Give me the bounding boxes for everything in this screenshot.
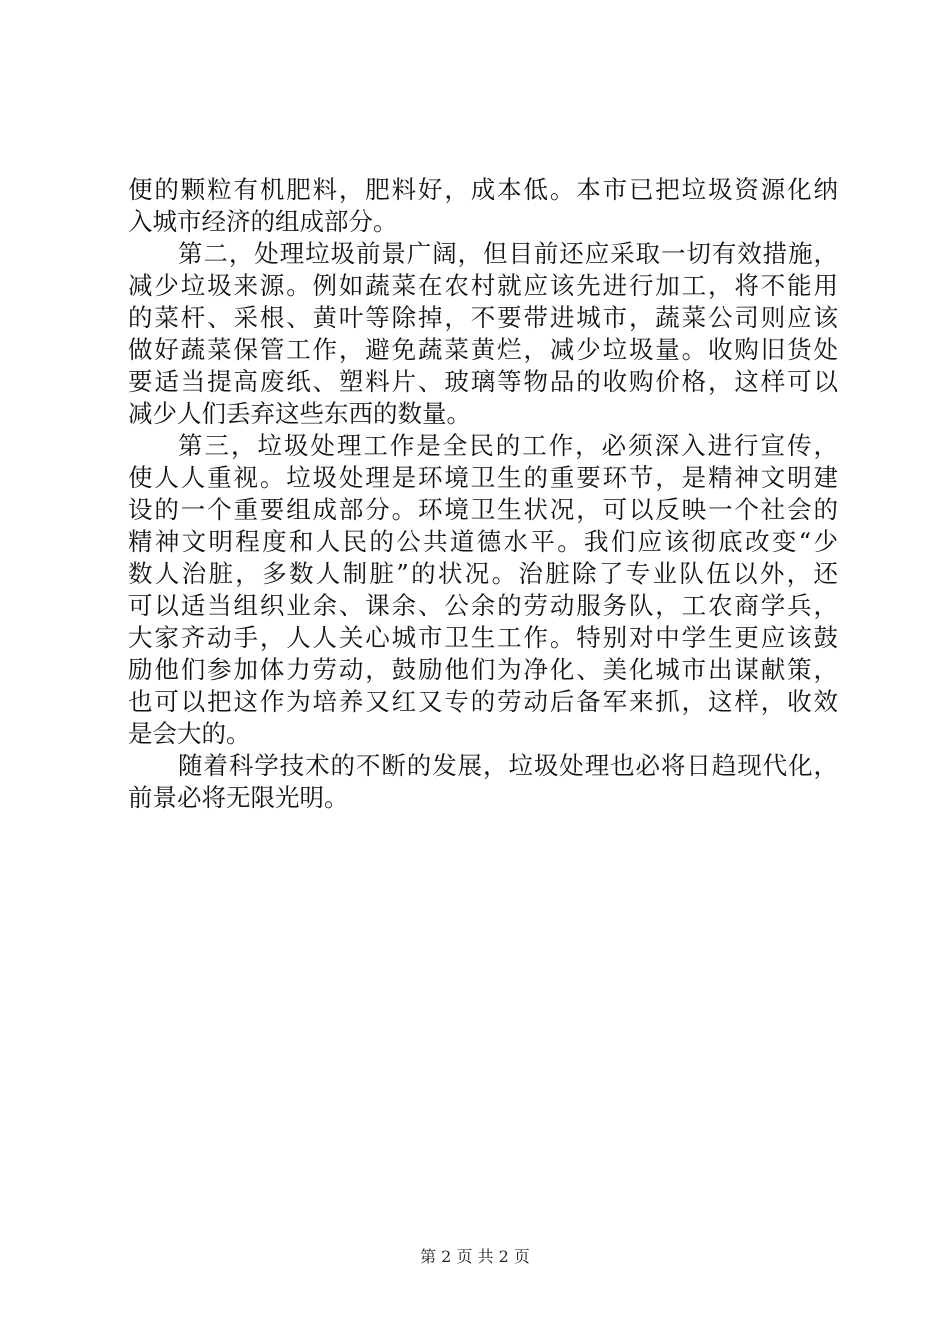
paragraph-1 bbox=[128, 174, 838, 238]
text-line: 入城市经济的组成部分。 bbox=[128, 207, 398, 236]
text-line: 要适当提高废纸、塑料片、玻璃等物品的收购价格，这样可以 bbox=[128, 367, 838, 396]
text-line: 第三，垃圾处理工作是全民的工作，必须深入进行宣传， bbox=[178, 431, 838, 460]
paragraph-4 bbox=[128, 750, 838, 814]
text-line: 数人治脏，多数人制脏”的状况。治脏除了专业队伍以外，还 bbox=[128, 559, 838, 588]
page-number-footer: 第 2 页 共 2 页 bbox=[420, 1247, 530, 1266]
text-line: 做好蔬菜保管工作，避免蔬菜黄烂，减少垃圾量。收购旧货处 bbox=[128, 335, 838, 364]
text-line: 是会大的。 bbox=[128, 719, 251, 748]
text-line: 的菜杆、采根、黄叶等除掉，不要带进城市，蔬菜公司则应该 bbox=[128, 303, 838, 332]
text-line: 精神文明程度和人民的公共道德水平。我们应该彻底改变“少 bbox=[128, 527, 838, 556]
text-line: 便的颗粒有机肥料，肥料好，成本低。本市已把垃圾资源化纳 bbox=[128, 175, 838, 204]
text-line: 励他们参加体力劳动，鼓励他们为净化、美化城市出谋献策， bbox=[128, 655, 838, 684]
document-body bbox=[128, 174, 838, 814]
text-line: 减少人们丢弃这些东西的数量。 bbox=[128, 399, 471, 428]
text-line: 前景必将无限光明。 bbox=[128, 783, 349, 812]
text-line: 设的一个重要组成部分。环境卫生状况，可以反映一个社会的 bbox=[128, 495, 838, 524]
text-line: 减少垃圾来源。例如蔬菜在农村就应该先进行加工，将不能用 bbox=[128, 271, 838, 300]
text-line: 也可以把这作为培养又红又专的劳动后备军来抓，这样，收效 bbox=[128, 687, 838, 716]
text-line: 第二，处理垃圾前景广阔，但目前还应采取一切有效措施， bbox=[178, 239, 838, 268]
paragraph-2 bbox=[128, 238, 838, 430]
text-line: 可以适当组织业余、课余、公余的劳动服务队，工农商学兵， bbox=[128, 591, 838, 620]
paragraph-3 bbox=[128, 430, 838, 750]
text-line: 大家齐动手，人人关心城市卫生工作。特别对中学生更应该鼓 bbox=[128, 623, 838, 652]
text-line: 使人人重视。垃圾处理是环境卫生的重要环节，是精神文明建 bbox=[128, 463, 838, 492]
text-line: 随着科学技术的不断的发展，垃圾处理也必将日趋现代化， bbox=[178, 751, 838, 780]
